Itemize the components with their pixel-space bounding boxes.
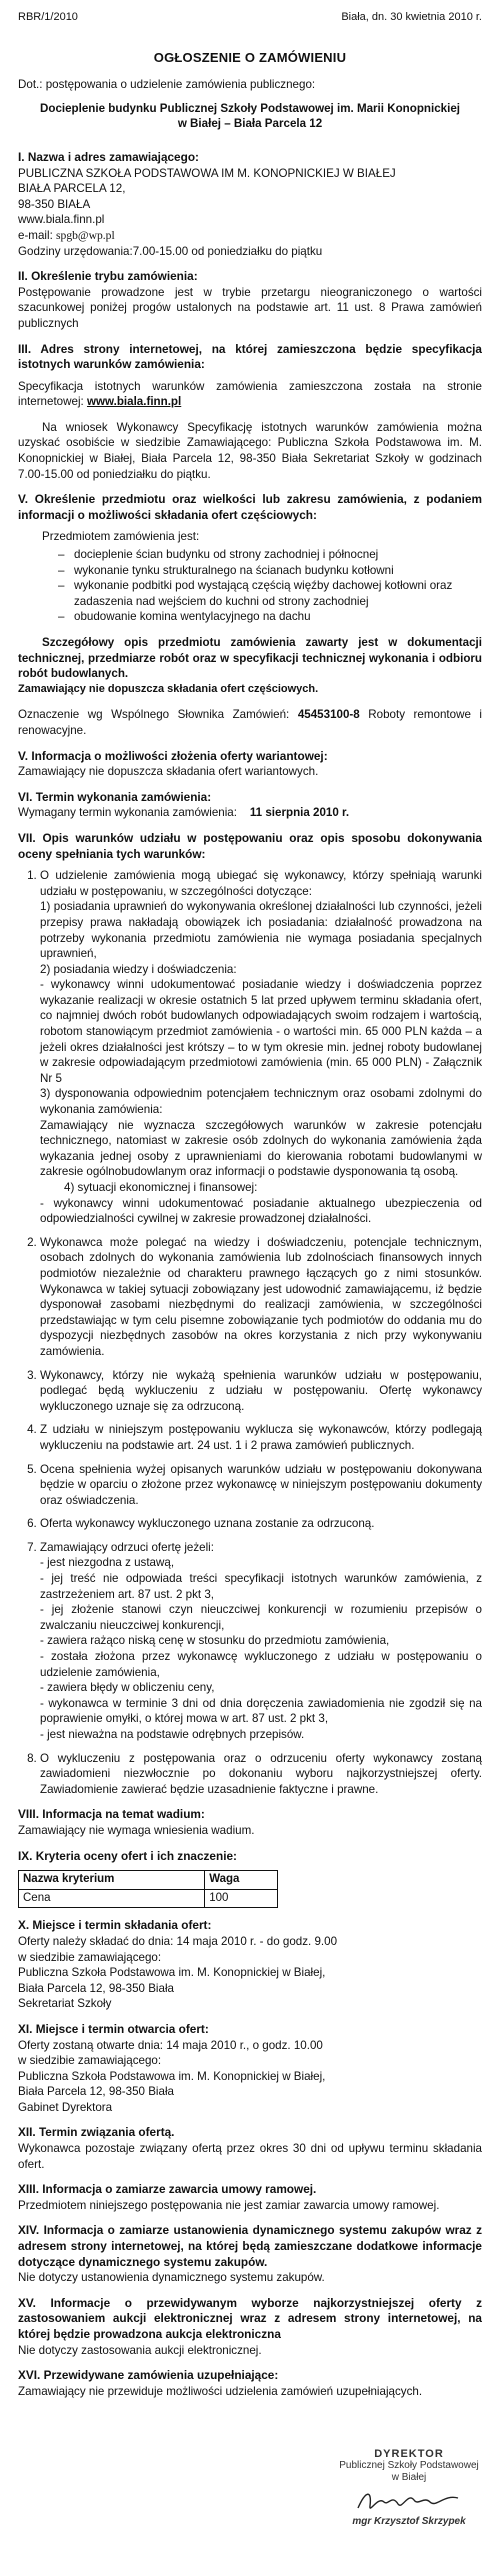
section-14-text: Nie dotyczy ustanowienia dynamicznego systemu zakupów. (18, 2271, 325, 2285)
criteria-table (18, 1870, 278, 1908)
column-header: Nazwa kryterium (19, 1871, 205, 1890)
rejection-item: - jej treść nie odpowiada treści specyfikacji istotnych warunków zamówienia, z zastrzeżeniem art. 87 ust. 2 pkt 3, (40, 1572, 482, 1601)
deadline-text: Wymagany termin wykonania zamówienia: (18, 806, 237, 820)
list-item: – obudowanie komina wentylacyjnego na dachu (58, 609, 482, 625)
section-10 (18, 1918, 482, 2012)
section-16-heading: XVI. Przewidywane zamówienia uzupełniające: (18, 2368, 279, 2383)
section-13 (18, 2182, 482, 2213)
text-line: w siedzibie zamawiającego: (18, 2054, 162, 2068)
email-row (18, 228, 482, 244)
list-item: 3. Wykonawcy, którzy nie wykażą spełnienia warunków udziału w postępowaniu, podlegać będą wykluczeniu z udziału w postępowaniu. Ofertę wykonawcy wykluczonego uznaje się za odrzuconą. (40, 1368, 482, 1415)
section-2 (18, 269, 482, 331)
rejection-intro: 7. Zamawiający odrzuci ofertę jeżeli: (40, 1540, 214, 1554)
section-11 (18, 2022, 482, 2116)
address-line: BIAŁA PARCELA 12, (18, 182, 126, 196)
rejection-item: - została złożona przez wykonawcę wykluczonego z udziału w postępowaniu o udzielenie zamówienia, (40, 1650, 482, 1679)
section-14-heading: XIV. Informacja o zamiarze ustanowienia dynamicznego systemu zakupów wraz z adresem strony internetowej, na której będą zamieszczane dodatkowe informacje dotyczące dynamicznego systemu zakupów. (18, 2223, 482, 2269)
spec-website-link[interactable]: www.biala.finn.pl (86, 395, 182, 409)
section-8 (18, 1807, 482, 1838)
deadline-date: 11 sierpnia 2010 r. (249, 806, 350, 820)
condition-text: 4) sytuacji ekonomicznej i finansowej: (64, 1181, 258, 1194)
section-15-text: Nie dotyczy zastosowania aukcji elektronicznej. (18, 2343, 262, 2357)
website-link[interactable]: www.biala.finn.pl (18, 213, 105, 227)
section-9 (18, 1849, 482, 1909)
section-14 (18, 2223, 482, 2285)
text-line: Oferty należy składać do dnia: 14 maja 2010 r. - do godz. 9.00 (18, 1934, 338, 1948)
stamp-name: mgr Krzysztof Skrzypek (352, 2516, 466, 2527)
criterion-weight: 100 (205, 1889, 278, 1908)
section-1 (18, 150, 482, 259)
list-item: 2. Wykonawca może polegać na wiedzy i doświadczeniu, potencjale technicznym, osobach zdolnych do wykonania zamówienia lub zdolnościach finansowych innych podmiotów niezależnie od charakteru prawnego łączących go z nimi stosunków. Wykonawca w takiej sytuacji zobowiązany jest udowodnić zamawiającemu, iż będzie dysponował zasobami niezbędnymi do realizacji zamówienia, w szczególności przedstawiając w tym celu pisemne zobowiązanie tych podmiotów do oddania mu do dyspozycji niezbędnych zasobów na okres korzystania z nich przy wykonywaniu zamówienia. (40, 1235, 482, 1360)
condition-text: Zamawiający nie wyznacza szczegółowych warunków w zakresie potencjału technicznego, natomiast w zakresie osób zdolnych do wykonania zamówienia żąda wykazania jednej osoby z uprawnieniami do kierowania robotami budowlanymi w zakresie ogólnobudowlanym oraz informacji o podstawie dysponowania tą osobą. (40, 1118, 482, 1179)
text-line: Publiczna Szkoła Podstawowa im. M. Konopnickiej w Białej, (18, 2069, 326, 2083)
stamp-title: DYREKTOR (374, 2448, 444, 2460)
document-title: OGŁOSZENIE O ZAMÓWIENIU (153, 49, 347, 65)
section-16 (18, 2368, 482, 2399)
table-header-row (19, 1871, 278, 1890)
section-15 (18, 2296, 482, 2358)
subject-line-2: w Białej – Biała Parcela 12 (177, 117, 323, 131)
scope-list (18, 547, 482, 625)
cpv-code: 45453100-8 (297, 708, 360, 722)
office-hours: Godziny urzędowania:7.00-15.00 od poniedziałku do piątku (18, 244, 323, 258)
signature-icon (354, 2486, 464, 2516)
stamp-line: Publicznej Szkoły Podstawowej (339, 2460, 479, 2471)
rejection-item: - wykonawca w terminie 3 dni od dnia doręczenia zawiadomienia nie zgodził się na poprawienie omyłki, o której mowa w art. 87 ust. 2 pkt 3, (40, 1696, 482, 1726)
email-link[interactable]: spgb@wp.pl (56, 228, 115, 242)
conditions-list (18, 868, 482, 1797)
text-line: Biała Parcela 12, 98-350 Biała (18, 2085, 174, 2099)
reference-number: RBR/1/2010 (18, 11, 78, 23)
section-12-heading: XII. Termin związania ofertą. (18, 2125, 175, 2140)
section-11-heading: XI. Miejsce i termin otwarcia ofert: (18, 2021, 209, 2036)
subject-line-1: Docieplenie budynku Publicznej Szkoły Podstawowej im. Marii Konopnickiej (39, 101, 461, 115)
section-9-heading: IX. Kryteria oceny ofert i ich znaczenie: (18, 1848, 237, 1863)
section-10-heading: X. Miejsce i termin składania ofert: (18, 1918, 212, 1933)
list-item (40, 868, 482, 1227)
section-8-heading: VIII. Informacja na temat wadium: (18, 1807, 205, 1822)
section-6-heading: VI. Termin wykonania zamówienia: (18, 789, 212, 804)
list-item (40, 1540, 482, 1743)
section-2-heading: II. Określenie trybu zamówienia: (18, 269, 198, 284)
text-line: Publiczna Szkoła Podstawowa im. M. Konopnickiej w Białej, (18, 1966, 326, 1980)
address-line: 98-350 BIAŁA (18, 197, 91, 211)
section-5b (18, 749, 482, 780)
section-13-text: Przedmiotem niniejszego postępowania nie jest zamiar zawarcia umowy ramowej. (18, 2198, 440, 2212)
section-7 (18, 831, 482, 1797)
text-line: Sekretariat Szkoły (18, 1997, 112, 2011)
cpv-suffix: Roboty remontowe i renowacyjne. (18, 708, 483, 737)
rejection-item: - jest nieważna na podstawie odrębnych przepisów. (40, 1728, 305, 1741)
cpv-prefix: Oznaczenie wg Wspólnego Słownika Zamówień: (18, 708, 290, 722)
cpv-row (18, 707, 482, 738)
section-5b-text: Zamawiający nie dopuszcza składania ofert wariantowych. (18, 765, 319, 779)
rejection-item: - zawiera błędy w obliczeniu ceny, (40, 1681, 215, 1695)
intro-dot: Dot.: postępowania o udzielenie zamówienia publicznego: (18, 78, 316, 92)
section-3-heading: III. Adres strony internetowej, na której zamieszczona będzie specyfikacja istotnych warunków zamówienia: (18, 341, 482, 372)
place-date: Biała, dn. 30 kwietnia 2010 r. (341, 11, 482, 23)
section-12-text: Wykonawca pozostaje związany ofertą przez okres 30 dni od upływu terminu składania ofert. (18, 2142, 482, 2171)
section-1-heading: I. Nazwa i adres zamawiającego: (18, 149, 199, 164)
condition-text: 1) posiadania uprawnień do wykonywania określonej działalności lub czynności, jeżeli przepisy prawa nakładają obowiązek ich posiadania: działalność prowadzona na potrzeby wykonania przedmiotu zamówienia nie wymaga posiadania specjalnych uprawnień, (40, 900, 482, 961)
condition-text: - wykonawcy winni udokumentować posiadanie aktualnego ubezpieczenia od odpowiedzialności cywilnej w zakresie prowadzonej działalności. (40, 1196, 482, 1226)
section-8-text: Zamawiający nie wymaga wniesienia wadium. (18, 1823, 255, 1837)
section-3 (18, 342, 482, 483)
list-item: 8. O wykluczeniu z postępowania oraz o odrzuceniu oferty wykonawcy zostaną zawiadomieni niezwłocznie po dokonaniu wyboru najkorzystniejszej oferty. Zawiadomienie zawierać będzie uzasadnienie faktyczne i prawne. (40, 1751, 482, 1798)
email-label: e-mail: (18, 228, 53, 242)
section-2-text: Postępowanie prowadzone jest w trybie przetargu nieograniczonego o wartości szacunkowej poniżej progów ustalonych na podstawie art. 11 ust. 8 Prawa zamówień publicznych (18, 285, 482, 330)
header-row (18, 10, 482, 26)
condition-text: - wykonawcy winni udokumentować posiadanie wiedzy i doświadczenia poprzez wykazanie realizacji w okresie ostatnich 5 lat przed upływem terminu składania ofert, co najmniej dwóch robót budowlanych odpowiadających swoim rodzajem i wartością, robotom stanowiącym przedmiot zamówienia - o wartości min. 65 000 PLN każda – a jeżeli okres działalności jest krótszy – to w tym okresie min. jednej roboty budowlanej w zakresie odpowiadającym przedmiotowi zamówienia (min. 65 000 PLN) - Załącznik Nr 5 (40, 978, 482, 1085)
section-5b-heading: V. Informacja o możliwości złożenia oferty wariantowej: (18, 748, 328, 763)
no-partial-offers: Zamawiający nie dopuszcza składania ofert częściowych. (18, 682, 319, 695)
section-3-text-body: Specyfikacja istotnych warunków zamówienia zamieszczona została na stronie internetowej: (18, 379, 482, 409)
section-6 (18, 790, 482, 821)
director-stamp (334, 2448, 484, 2528)
section-16-text: Zamawiający nie przewiduje możliwości udzielenia zamówień uzupełniających. (18, 2384, 423, 2398)
criterion-name: Cena (19, 1889, 205, 1908)
column-header: Waga (205, 1871, 278, 1890)
list-item: – docieplenie ścian budynku od strony zachodniej i północnej (58, 547, 482, 563)
condition-text: 1. O udzielenie zamówienia mogą ubiegać się wykonawcy, którzy spełniają warunki udziału w postępowaniu, w szczególności dotyczące: (40, 869, 482, 898)
condition-text: 2) posiadania wiedzy i doświadczenia: (40, 962, 237, 976)
list-item: 5. Ocena spełnienia wyżej opisanych warunków udziału w postępowaniu dokonywana będzie w oparciu o złożone przez wykonawcę w niniejszym postępowaniu dokumenty oraz oświadczenia. (40, 1462, 482, 1509)
section-5-detail: Szczegółowy opis przedmiotu zamówienia zawarty jest w dokumentacji technicznej, przedmiarze robót oraz w specyfikacji technicznej wykonania i odbioru robót budowlanych. (18, 636, 482, 681)
section-5-heading: V. Określenie przedmiotu oraz wielkości lub zakresu zamówienia, z podaniem informacji o możliwości składania ofert częściowych: (18, 492, 482, 522)
section-3-text (18, 379, 482, 410)
section-5-sub: Przedmiotem zamówienia jest: (42, 530, 200, 544)
section-7-heading: VII. Opis warunków udziału w postępowaniu oraz opis sposobu dokonywania oceny spełniania tych warunków: (18, 830, 482, 861)
list-item: 6. Oferta wykonawcy wykluczonego uznana zostanie za odrzuconą. (40, 1516, 482, 1532)
rejection-item: - jest niezgodna z ustawą, (40, 1556, 175, 1570)
section-12 (18, 2125, 482, 2172)
list-item: 4. Z udziału w niniejszym postępowaniu wyklucza się wykonawców, którzy podlegają wykluczeniu na podstawie art. 24 ust. 1 i 2 prawa zamówień publicznych. (40, 1422, 482, 1453)
section-15-heading: XV. Informacje o przewidywanym wyborze najkorzystniejszej oferty z zastosowaniem aukcji elektronicznej wraz z adresem strony internetowej, na której będzie prowadzona aukcja elektroniczna (18, 2295, 482, 2341)
list-item: – wykonanie podbitki pod wystającą częścią więźby dachowej kotłowni oraz zadaszenia nad wejściem do kuchni od strony zachodniej (58, 578, 482, 609)
section-5 (18, 492, 482, 738)
text-line: Biała Parcela 12, 98-350 Biała (18, 1981, 174, 1995)
text-line: Gabinet Dyrektora (18, 2100, 113, 2114)
text-line: w siedzibie zamawiającego: (18, 1950, 162, 1964)
list-item: – wykonanie tynku strukturalnego na ścianach budynku kotłowni (58, 563, 482, 579)
text-line: Oferty zostaną otwarte dnia: 14 maja 2010 r., o godz. 10.00 (18, 2038, 323, 2052)
section-13-heading: XIII. Informacja o zamiarze zawarcia umowy ramowej. (18, 2182, 317, 2197)
rejection-item: - jej złożenie stanowi czyn nieuczciwej konkurencji w rozumieniu przepisów o zwalczaniu nieuczciwej konkurencji, (40, 1603, 482, 1632)
condition-text: 3) dysponowania odpowiednim potencjałem technicznym oraz osobami zdolnymi do wykonania zamówienia: (40, 1087, 482, 1117)
address-line: PUBLICZNA SZKOŁA PODSTAWOWA IM M. KONOPNICKIEJ W BIAŁEJ (18, 166, 396, 180)
table-row (19, 1889, 278, 1908)
deadline-row (18, 805, 482, 821)
stamp-line: w Białej (391, 2472, 427, 2483)
rejection-item: - zawiera rażąco niską cenę w stosunku do przedmiotu zamówienia, (40, 1634, 390, 1648)
section-3-note: Na wniosek Wykonawcy Specyfikację istotnych warunków zamówienia można uzyskać osobiście w siedzibie Zamawiającego: Publiczna Szkoła Podstawowa im. M. Konopnickiej w Białej, Biała Parcela 12, 98-350 Biała Sekretariat Szkoły w godzinach 7.00-15.00 od poniedziałku do piątku. (18, 420, 482, 481)
